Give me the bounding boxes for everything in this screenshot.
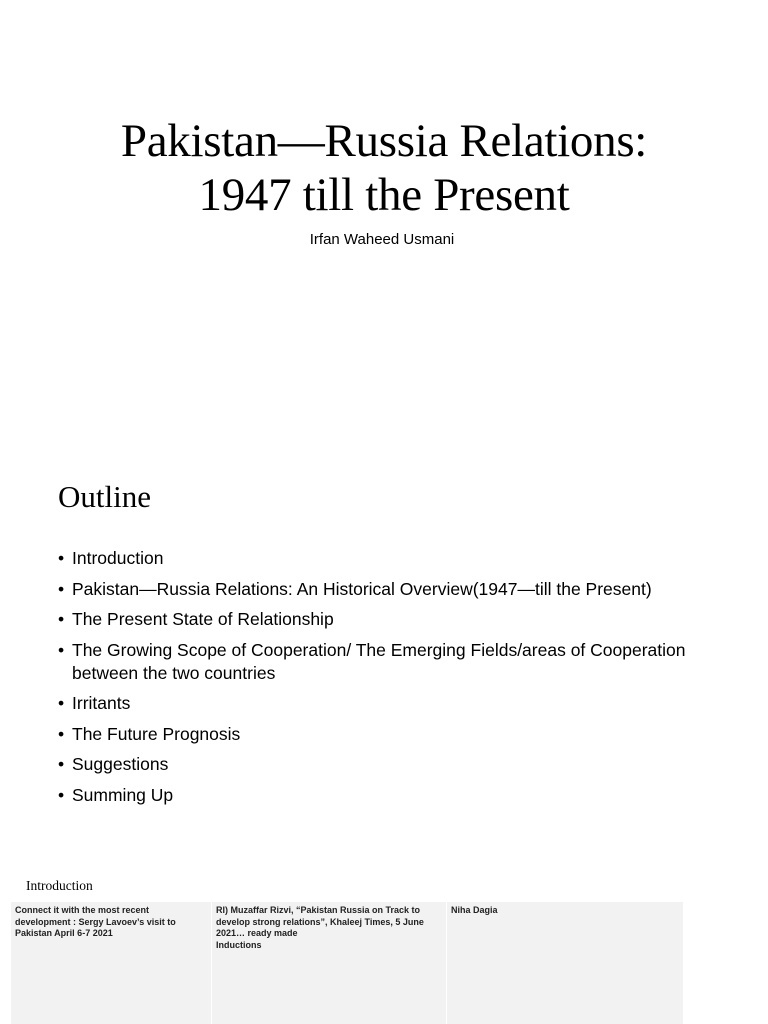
table-cell-text: Niha Dagia	[451, 905, 498, 915]
outline-item: • Pakistan—Russia Relations: An Historical Overview(1947—till the Present)	[58, 578, 728, 601]
outline-item: • The Growing Scope of Cooperation/ The Emerging Fields/areas of Cooperation between the two countries	[58, 639, 728, 685]
introduction-heading: Introduction	[26, 878, 93, 893]
table-cell-extra-text: Inductions	[216, 939, 262, 950]
table-cell	[446, 902, 683, 1024]
author-name: Irfan Waheed Usmani	[309, 231, 455, 248]
outline-slide	[0, 432, 768, 864]
outline-item: • Introduction	[58, 547, 728, 570]
outline-heading: Outline	[58, 479, 151, 514]
outline-item: • Suggestions	[58, 753, 728, 776]
outline-item: • The Present State of Relationship	[58, 608, 728, 631]
title-line-2: 1947 till the Present	[198, 169, 570, 221]
outline-item: • The Future Prognosis	[58, 723, 728, 746]
introduction-table	[11, 902, 683, 1024]
outline-list	[58, 547, 728, 814]
table-cell-text: RI) Muzaffar Rizvi, “Pakistan Russia on Track to develop strong relations”, Khaleej Times, 5 June 2021… ready made	[216, 905, 424, 938]
table-cell-text: Connect it with the most recent development : Sergy Lavoev’s visit to Pakistan April 6-7 2021	[15, 905, 176, 938]
introduction-slide	[0, 864, 768, 1024]
outline-item: • Summing Up	[58, 784, 728, 807]
title-slide	[0, 0, 768, 432]
presentation-title	[0, 114, 768, 222]
outline-item: • Irritants	[58, 692, 728, 715]
title-line-1: Pakistan—Russia Relations:	[120, 115, 648, 167]
table-cell	[11, 902, 211, 1024]
table-cell	[211, 902, 446, 1024]
